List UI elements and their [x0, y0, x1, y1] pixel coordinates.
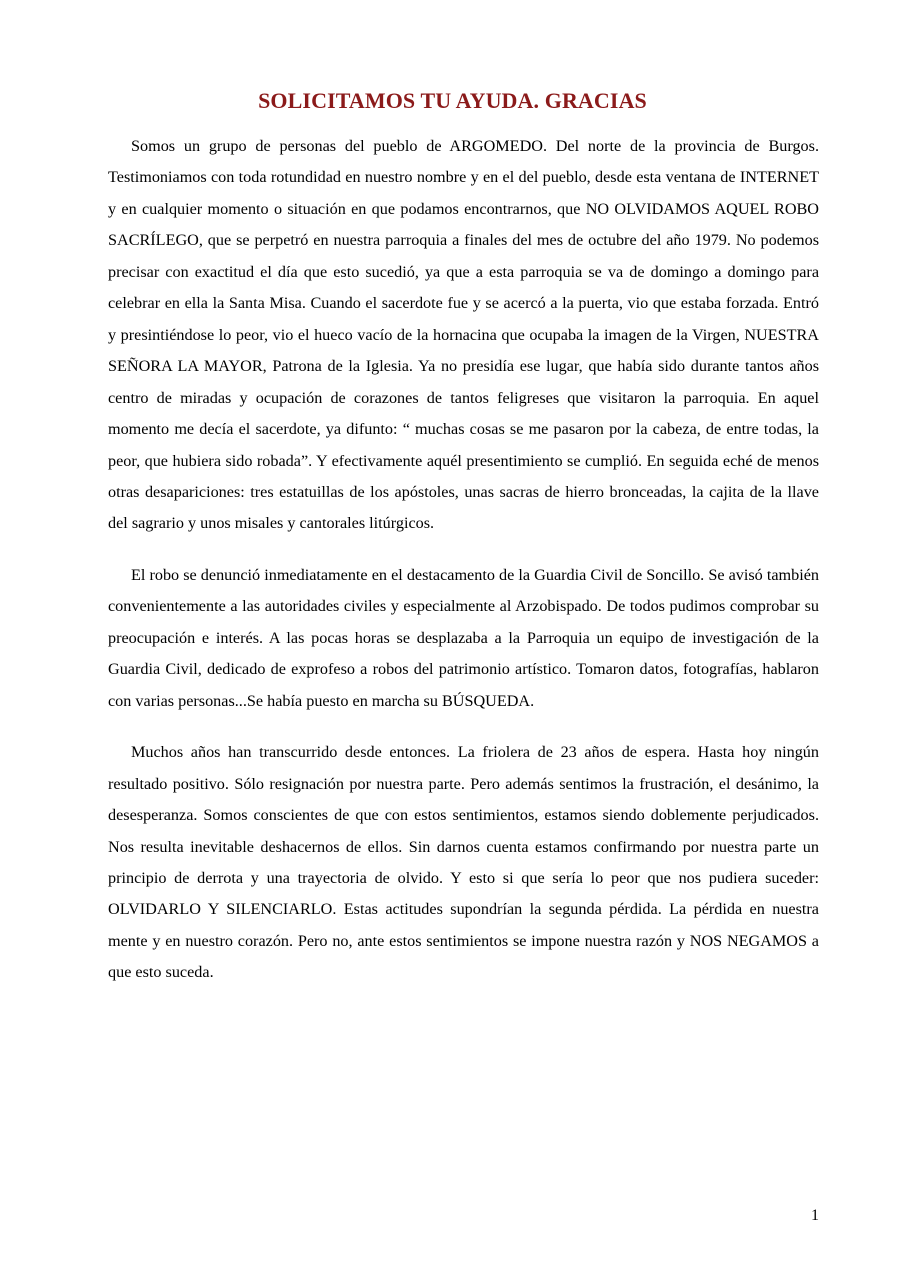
- page-title: SOLICITAMOS TU AYUDA. GRACIAS: [258, 88, 647, 113]
- body-text: [108, 131, 819, 989]
- paragraph-3: Muchos años han transcurrido desde entonces. La friolera de 23 años de espera. Hasta hoy ningún resultado positivo. Sólo resignación por nuestra parte. Pero además sentimos la frustración, el desánimo, la desesperanza. Somos conscientes de que con estos sentimientos, estamos siendo doblemente perjudicados. Nos resulta inevitable deshacernos de ellos. Sin darnos cuenta estamos confirmando por nuestra parte un principio de derrota y una trayectoria de olvido. Y esto si que sería lo peor que nos pudiera suceder: OLVIDARLO Y SILENCIARLO. Estas actitudes supondrían la segunda pérdida. La pérdida en nuestra mente y en nuestro corazón. Pero no, ante estos sentimientos se impone nuestra razón y NOS NEGAMOS a que esto suceda.: [108, 743, 819, 982]
- page-number: 1: [811, 1207, 819, 1224]
- paragraph-2: El robo se denunció inmediatamente en el destacamento de la Guardia Civil de Soncillo. Se avisó también convenientemente a las autoridades civiles y especialmente al Arzobispado. De todos pudimos comprobar su preocupación e interés. A las pocas horas se desplazaba a la Parroquia un equipo de investigación de la Guardia Civil, dedicado de exprofeso a robos del patrimonio artístico. Tomaron datos, fotografías, hablaron con varias personas...Se había puesto en marcha su BÚSQUEDA.: [108, 565, 819, 710]
- paragraph-1: Somos un grupo de personas del pueblo de ARGOMEDO. Del norte de la provincia de Burgos. Testimoniamos con toda rotundidad en nuestro nombre y en el del pueblo, desde esta ventana de INTERNET y en cualquier momento o situación en que podamos encontrarnos, que NO OLVIDAMOS AQUEL ROBO SACRÍLEGO, que se perpetró en nuestra parroquia a finales del mes de octubre del año 1979. No podemos precisar con exactitud el día que esto sucedió, ya que a esta parroquia se va de domingo a domingo para celebrar en ella la Santa Misa. Cuando el sacerdote fue y se acercó a la puerta, vio que estaba forzada. Entró y presintiéndose lo peor, vio el hueco vacío de la hornacina que ocupaba la imagen de la Virgen, NUESTRA SEÑORA LA MAYOR, Patrona de la Iglesia. Ya no presidía ese lugar, que había sido durante tantos años centro de miradas y ocupación de corazones de tantos feligreses que visitaron la parroquia. En aquel momento me decía el sacerdote, ya difunto: “ muchas cosas se me pasaron por la cabeza, de entre todas, la peor, que hubiera sido robada”. Y efectivamente aquél presentimiento se cumplió. En seguida eché de menos otras desapariciones: tres estatuillas de los apóstoles, unas sacras de hierro bronceadas, la cajita de la llave del sagrario y unos misales y cantorales litúrgicos.: [108, 137, 819, 533]
